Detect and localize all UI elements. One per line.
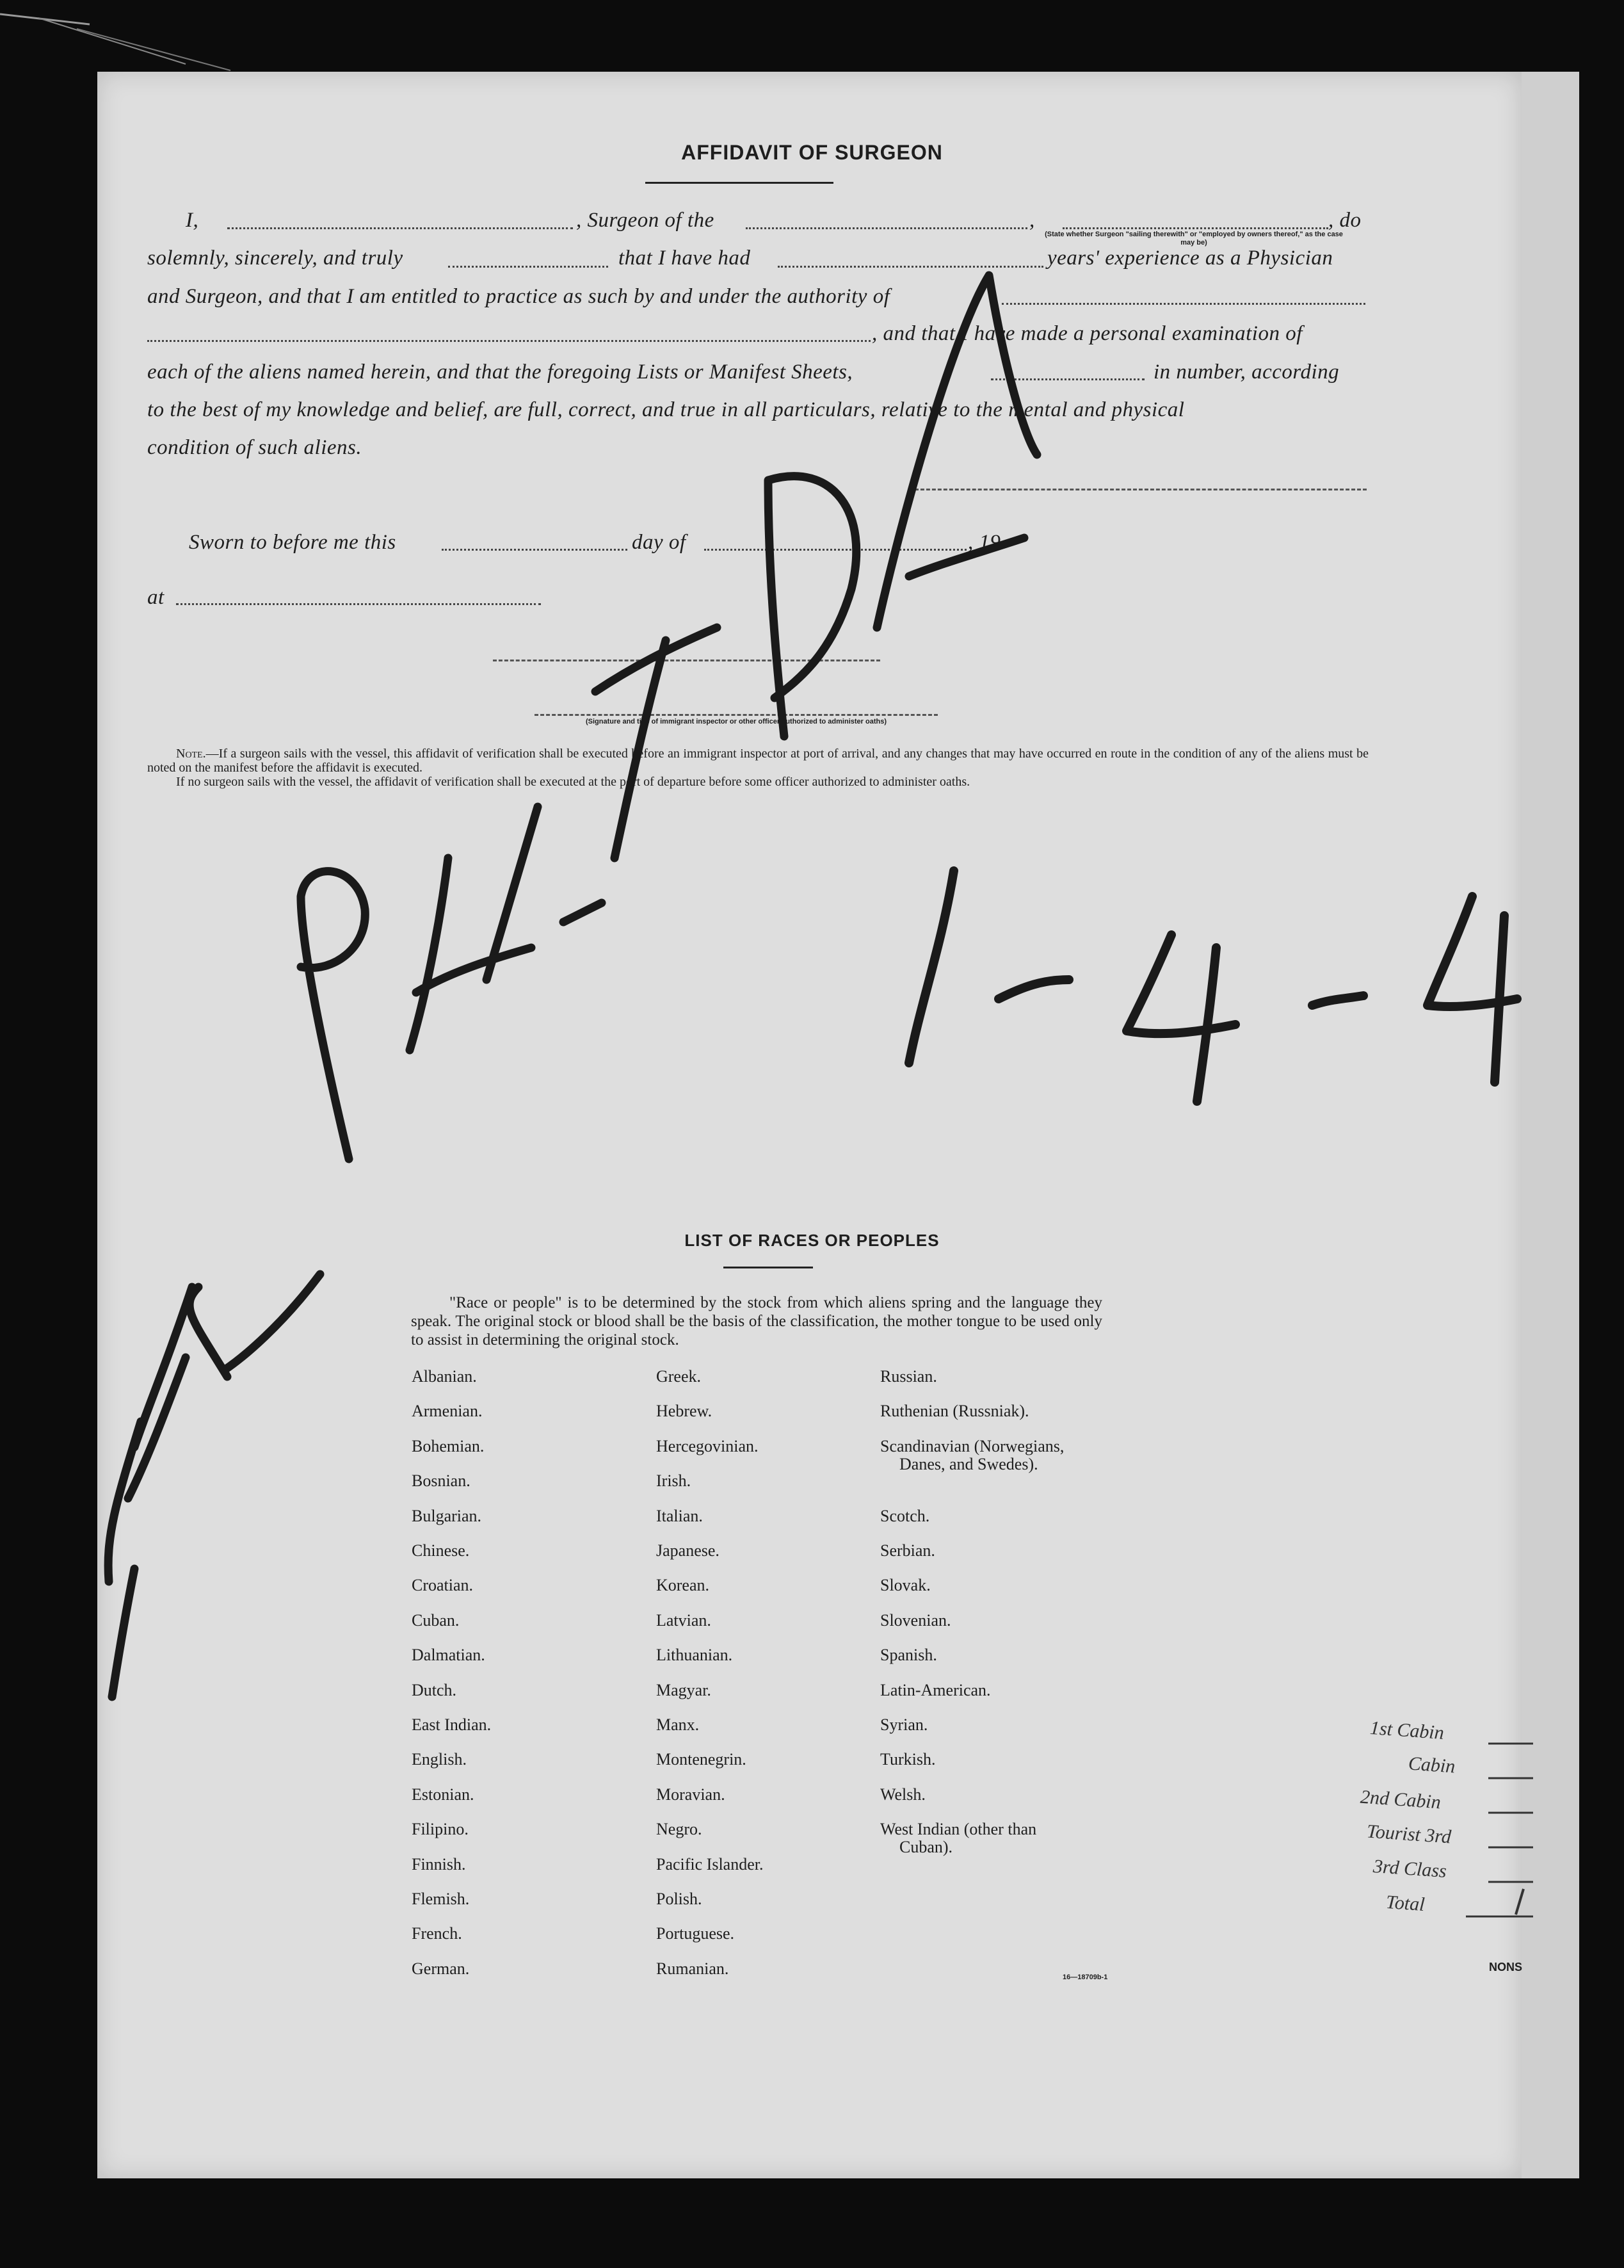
affidavit-l6: to the best of my knowledge and belief, are full, correct, and true in all particulars, relative to the mental and physical [147, 398, 1185, 421]
at-label: at [147, 586, 165, 609]
note-text-2: If no surgeon sails with the vessel, the affidavit of verification shall be executed at the port of departure before some officer authorized to administer oaths. [176, 775, 970, 789]
race-item: Portuguese. [656, 1924, 735, 1943]
cabin-stamp-entry: Tourist 3rd [1366, 1820, 1452, 1848]
race-item: Korean. [656, 1576, 710, 1595]
race-item: East Indian. [412, 1715, 492, 1734]
status-field [1063, 227, 1328, 229]
race-item: Albanian. [412, 1367, 477, 1386]
race-item: Pacific Islander. [656, 1854, 764, 1874]
oath-field [448, 266, 608, 268]
race-item: Greek. [656, 1367, 702, 1386]
race-item: Danes, and Swedes). [899, 1454, 1038, 1473]
race-item: Cuban). [899, 1838, 953, 1857]
race-item: Hebrew. [656, 1402, 712, 1421]
race-item: Bosnian. [412, 1471, 470, 1491]
race-item: Filipino. [412, 1820, 469, 1839]
race-item: Latvian. [656, 1610, 711, 1630]
document-sheet [97, 72, 1522, 2178]
affidavit-title: AFFIDAVIT OF SURGEON [681, 141, 943, 164]
inspector-signature-line-1 [493, 660, 880, 661]
affidavit-l4: , and that I have made a personal examination of [872, 322, 1303, 345]
race-item: English. [412, 1750, 467, 1769]
affidavit-l1-comma: , [1029, 209, 1035, 232]
affidavit-l7: condition of such aliens. [147, 436, 362, 459]
note-text-1: —If a surgeon sails with the vessel, this affidavit of verification shall be executed before an immigrant inspector at port of arrival, and any changes that may have occurred en route in the condition of any of the aliens must be noted on the manifest before the affidavit is executed. [147, 747, 1369, 775]
race-item: Russian. [880, 1367, 937, 1386]
sworn-day-field [442, 549, 627, 551]
race-item: Japanese. [656, 1541, 720, 1560]
affidavit-l5-b: in number, according [1154, 360, 1340, 384]
race-item: Negro. [656, 1820, 702, 1839]
race-item: Slovenian. [880, 1610, 951, 1630]
affidavit-l1-surgeon: , Surgeon of the [576, 209, 714, 232]
note-paragraph-2 [147, 775, 1369, 789]
race-item: West Indian (other than [880, 1820, 1037, 1839]
adjacent-page-strip [1522, 72, 1579, 2178]
race-item: Estonian. [412, 1785, 474, 1804]
race-item: Hercegovinian. [656, 1436, 759, 1455]
race-item: Lithuanian. [656, 1646, 733, 1665]
race-item: Polish. [656, 1890, 702, 1908]
race-item: Serbian. [880, 1541, 935, 1560]
note-label: Note. [176, 747, 206, 761]
races-title-rule [723, 1267, 813, 1268]
race-item: Moravian. [656, 1785, 725, 1804]
affidavit-l3: and Surgeon, and that I am entitled to practice as such by and under the authority of [147, 285, 890, 308]
race-item: Italian. [656, 1506, 703, 1525]
sheets-count-field [991, 378, 1145, 380]
sworn-text: Sworn to before me this [189, 531, 396, 554]
race-item: Armenian. [412, 1402, 483, 1421]
race-item: Chinese. [412, 1541, 470, 1560]
race-item: French. [412, 1924, 462, 1943]
races-title: LIST OF RACES OR PEOPLES [684, 1231, 940, 1250]
race-item: Rumanian. [656, 1959, 729, 1978]
cabin-stamp-entry: Cabin [1407, 1753, 1456, 1778]
cabin-stamp-entry: 2nd Cabin [1360, 1786, 1442, 1813]
sworn-month-field [704, 549, 967, 551]
title-rule [645, 182, 833, 184]
race-item: Dalmatian. [412, 1646, 485, 1665]
note-paragraph-1 [147, 747, 1369, 775]
race-item: Cuban. [412, 1610, 460, 1630]
race-item: Turkish. [880, 1750, 936, 1769]
nonst-stamp: NONS [1489, 1961, 1523, 1973]
vessel-field [746, 227, 1027, 229]
race-item: Croatian. [412, 1576, 474, 1595]
cabin-stamp-entry: 1st Cabin [1369, 1717, 1445, 1744]
race-item: Ruthenian (Russniak). [880, 1402, 1029, 1421]
sworn-dayof: day of [632, 531, 686, 554]
signature-caption: (Signature and title of immigrant inspector or other officer authorized to administer oaths) [586, 718, 887, 725]
race-item: Finnish. [412, 1854, 466, 1874]
name-field [227, 227, 573, 229]
affidavit-l5-a: each of the aliens named herein, and that the foregoing Lists or Manifest Sheets, [147, 360, 853, 384]
race-item: Bulgarian. [412, 1506, 482, 1525]
race-item: Scotch. [880, 1506, 930, 1525]
race-item: Welsh. [880, 1785, 926, 1804]
cabin-stamp-entry: Total [1385, 1891, 1426, 1916]
race-item: Montenegrin. [656, 1750, 746, 1769]
years-field [778, 266, 1043, 268]
authority-field [1002, 303, 1365, 305]
race-item: Syrian. [880, 1715, 928, 1734]
race-item: Slovak. [880, 1576, 931, 1595]
race-item: Irish. [656, 1471, 691, 1491]
inspector-signature-line-2 [535, 714, 938, 716]
cabin-stamp-entry: 3rd Class [1372, 1856, 1447, 1882]
race-item: Dutch. [412, 1680, 457, 1699]
race-item: Magyar. [656, 1680, 711, 1699]
at-field [176, 603, 541, 605]
form-number: 16—18709b-1 [1063, 1973, 1108, 1981]
sworn-year: , 19 [968, 531, 1001, 554]
affidavit-l2-solemnly: solemnly, sincerely, and truly [147, 247, 403, 270]
race-item: Scandinavian (Norwegians, [880, 1436, 1065, 1455]
race-item: Flemish. [412, 1890, 470, 1908]
affidavit-l2-that: that I have had [618, 247, 751, 270]
races-intro: "Race or people" is to be determined by the stock from which aliens spring and the language they speak. The original stock or blood shall be the basis of the classification, the mother tongue to be used only to assist in determining the original stock. [411, 1294, 1102, 1349]
race-item: German. [412, 1959, 470, 1978]
affidavit-l2-years: years' experience as a Physician [1047, 247, 1333, 270]
race-item: Bohemian. [412, 1436, 485, 1455]
surgeon-signature-line [909, 489, 1367, 490]
affidavit-l1-i: I, [186, 209, 199, 232]
authority-field-2 [147, 340, 871, 342]
race-item: Manx. [656, 1715, 700, 1734]
race-item: Latin-American. [880, 1680, 991, 1699]
affidavit-l1-do: , do [1328, 209, 1362, 232]
race-item: Spanish. [880, 1646, 937, 1665]
state-note: (State whether Surgeon "sailing therewith" or "employed by owners thereof," as the case may be) [1045, 231, 1343, 247]
